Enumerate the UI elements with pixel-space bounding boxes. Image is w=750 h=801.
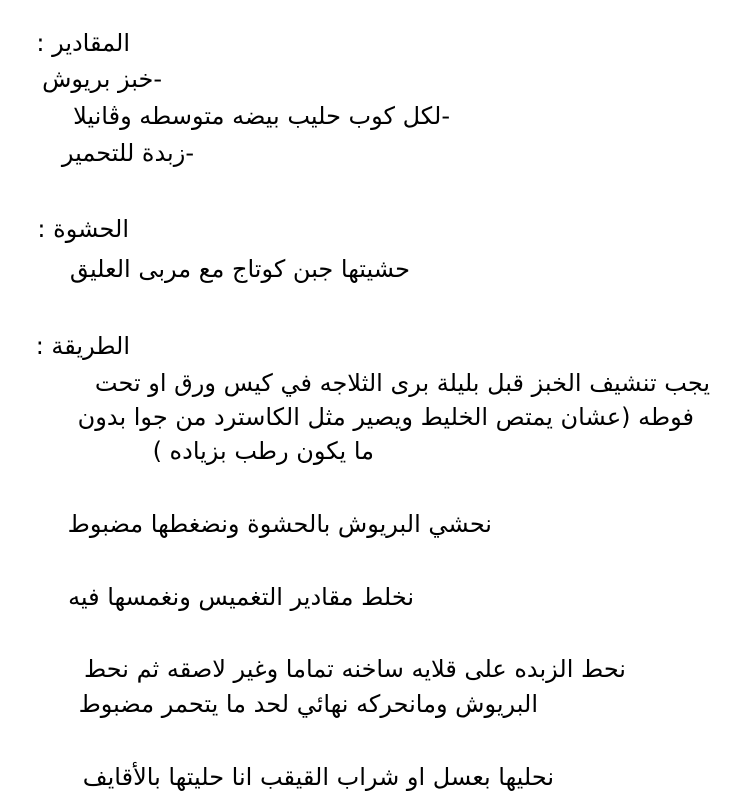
method-line: البريوش ومانحركه نهائي لحد ما يتحمر مضبوط (78, 690, 538, 718)
method-line: نحط الزبده على قلايه ساخنه تماما وغير لاصقه ثم نحط (83, 655, 626, 683)
ingredient-line: -لكل كوب حليب بيضه متوسطه وڤانيلا (73, 102, 450, 130)
method-line: نحليها بعسل او شراب القيقب انا حليتها بالأقايف (82, 763, 554, 791)
filling-heading: الحشوة : (37, 215, 129, 243)
method-line: فوطه (عشان يمتص الخليط ويصير مثل الكاسترد من جوا بدون (77, 403, 694, 431)
method-heading: الطريقة : (35, 332, 130, 360)
filling-text: حشيتها جبن كوتاج مع مربى العليق (69, 255, 410, 283)
ingredient-line: -خبز بريوش (42, 65, 162, 93)
method-line: نحشي البريوش بالحشوة ونضغطها مضبوط (67, 510, 492, 538)
method-line: نخلط مقادير التغميس ونغمسها فيه (68, 583, 414, 611)
method-line: يجب تنشيف الخبز قبل بليلة برى الثلاجه في كيس ورق او تحت (94, 369, 710, 397)
ingredient-line: -زبدة للتحمير (61, 139, 194, 167)
ingredients-heading: المقادير : (36, 29, 130, 57)
method-line: ما يكون رطب بزياده ) (152, 437, 374, 465)
